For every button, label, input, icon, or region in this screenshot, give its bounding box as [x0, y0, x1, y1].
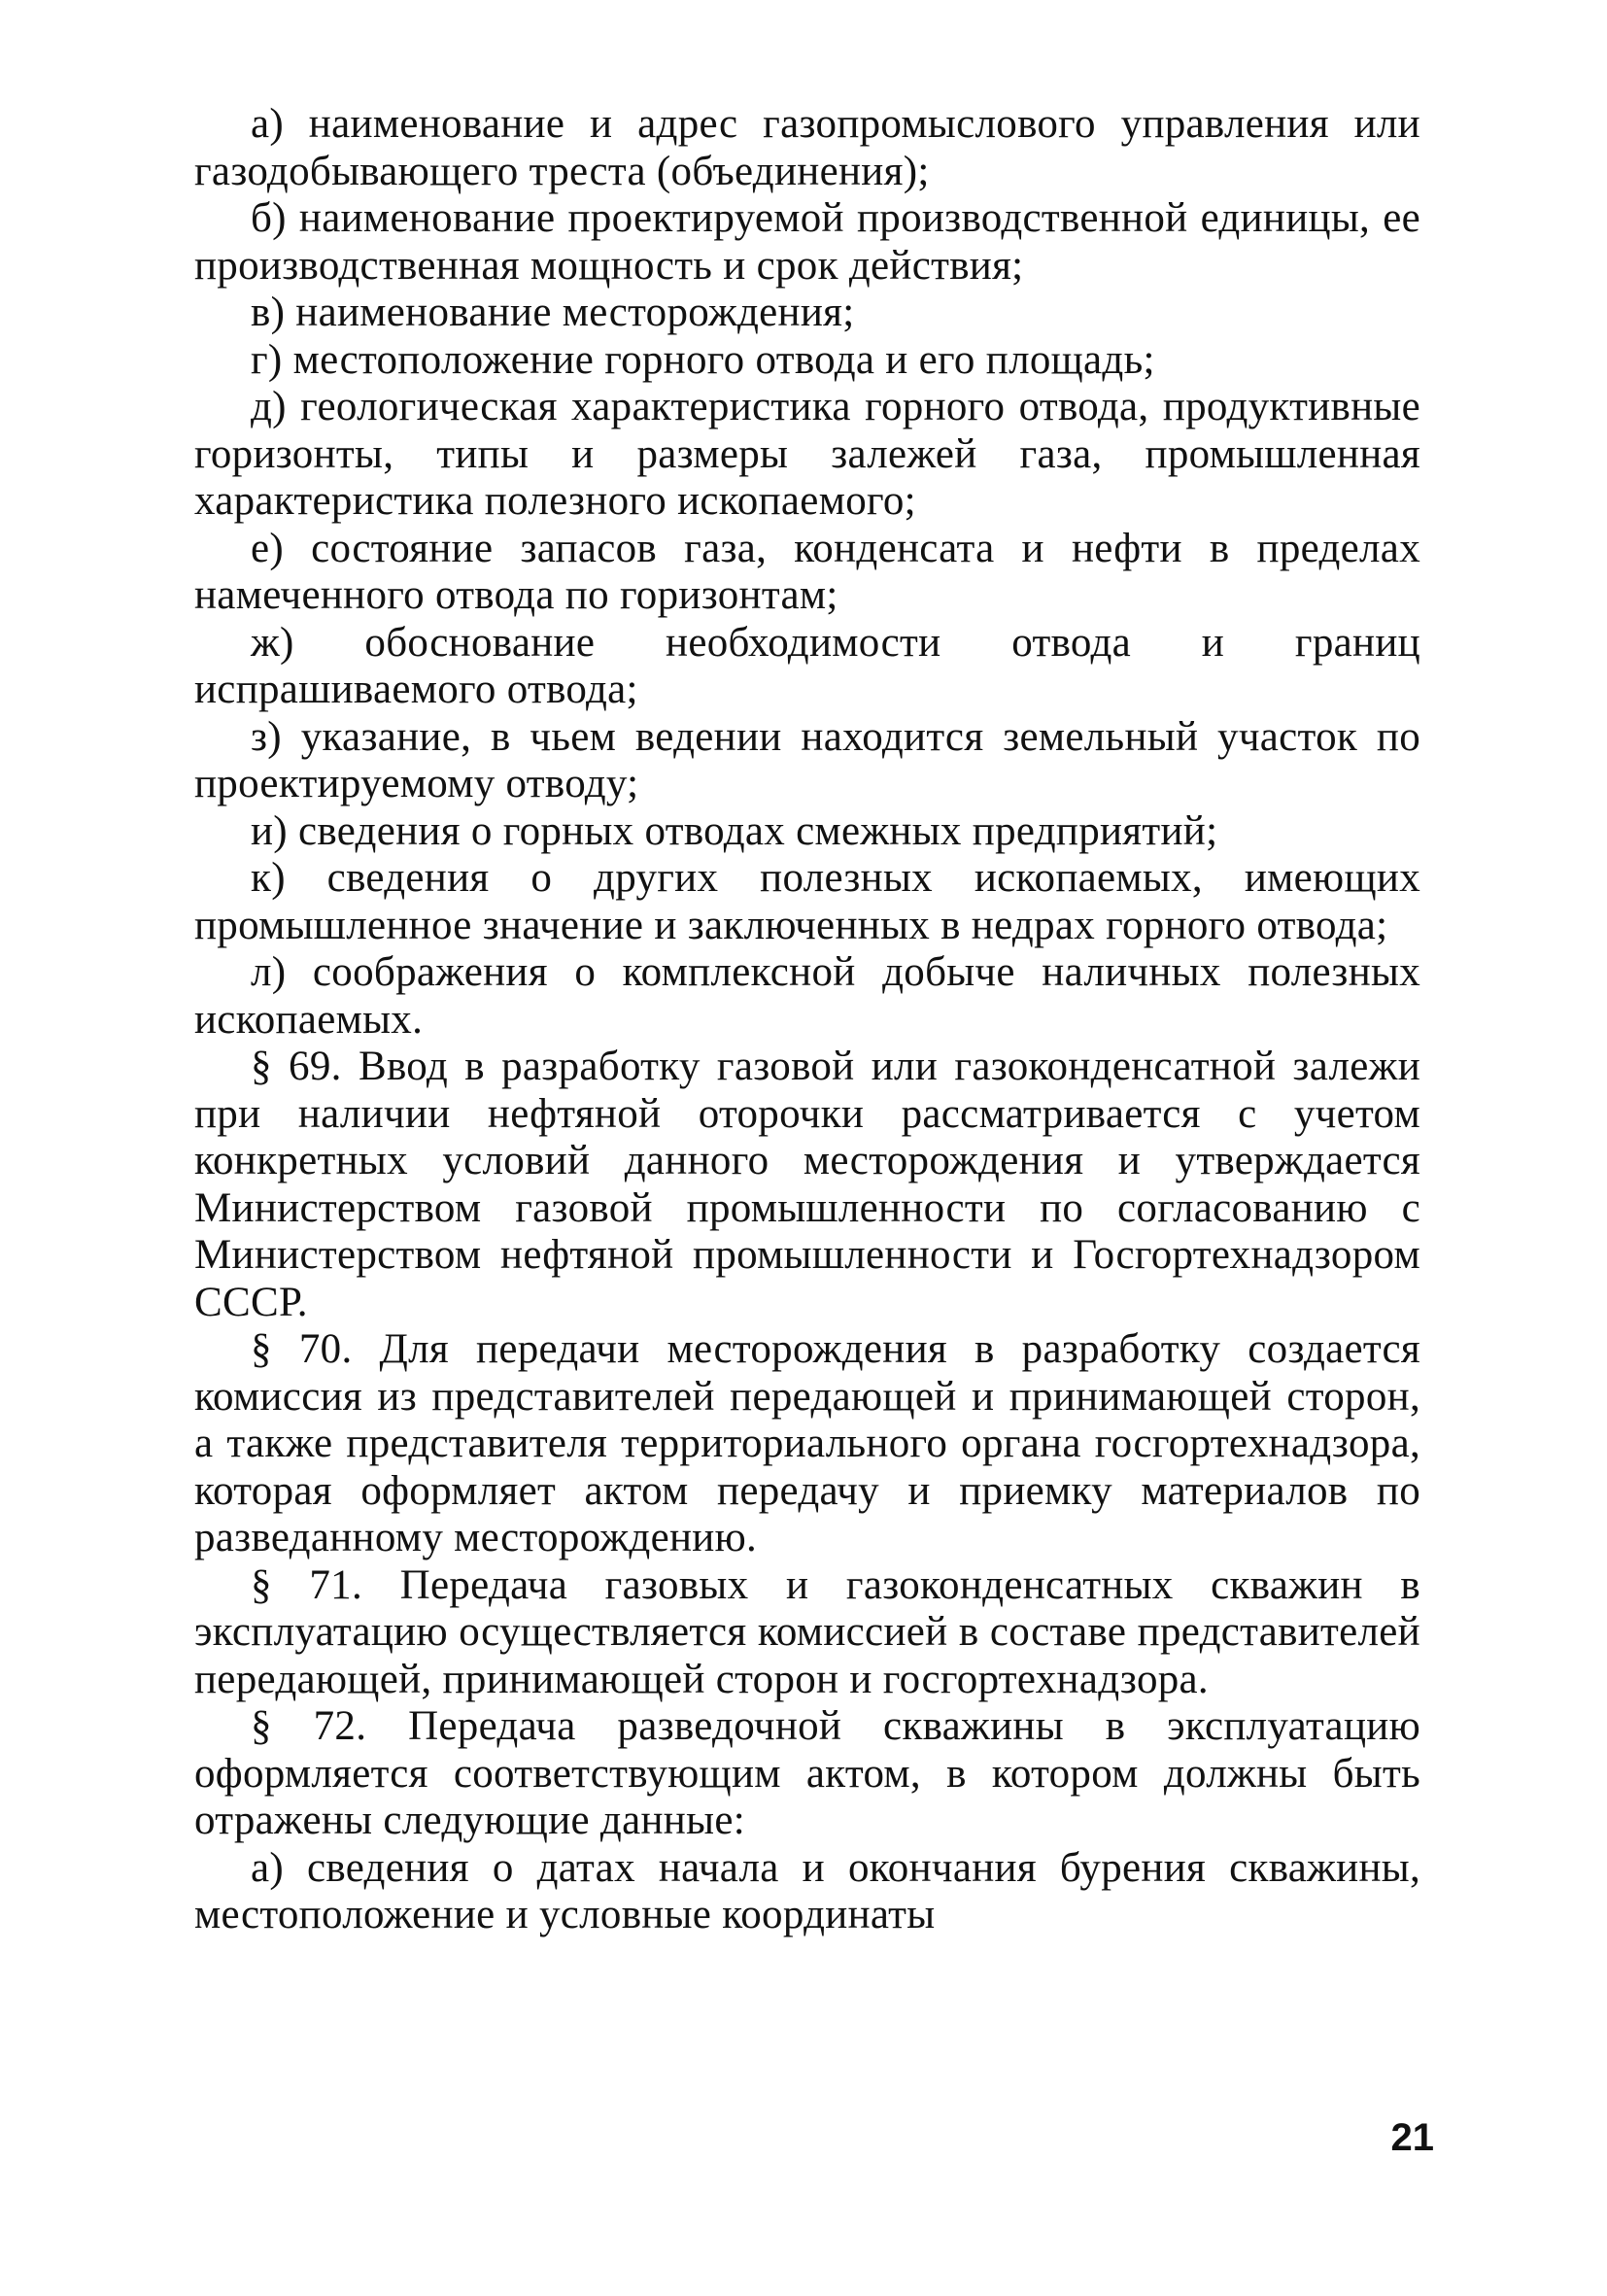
list-item-l-complex-extraction: л) соображения о комплексной добыче наличных полезных ископаемых.: [194, 949, 1420, 1043]
section-69: § 69. Ввод в разработку газовой или газоконденсатной залежи при наличии нефтяной оторочки рассматривается с учетом конкретных условий данного месторождения и утверждается Министерством газовой промышленности по согласованию с Министерством нефтяной промышленности и Госгортехнадзором СССР.: [194, 1044, 1420, 1325]
list-item-zh-allotment-justification: ж) обоснование необходимости отвода и границ испрашиваемого отвода;: [194, 619, 1420, 712]
section-72: § 72. Передача разведочной скважины в эксплуатацию оформляется соответствующим актом, в котором должны быть отражены следующие данные:: [194, 1703, 1420, 1843]
page-body: [194, 101, 1420, 1939]
list-item-e-reserves-status: е) состояние запасов газа, конденсата и нефти в пределах намеченного отвода по горизонтам;: [194, 525, 1420, 618]
list-item-b-production-unit: б) наименование проектируемой производственной единицы, ее производственная мощность и срок действия;: [194, 195, 1420, 289]
list-item-a-drilling-dates: а) сведения о датах начала и окончания бурения скважины, местоположение и условные координаты: [194, 1844, 1420, 1937]
section-71: § 71. Передача газовых и газоконденсатных скважин в эксплуатацию осуществляется комиссией в составе представителей передающей, принимающей сторон и госгортехнадзора.: [194, 1561, 1420, 1702]
list-item-g-allotment-location: г) местоположение горного отвода и его площадь;: [251, 336, 1155, 383]
section-70: § 70. Для передачи месторождения в разработку создается комиссия из представителей передающей и принимающей сторон, а также представителя территориального органа госгортехнадзора, которая оформляет актом передачу и приемку материалов по разведанному месторождению.: [194, 1326, 1420, 1560]
list-item-d-geological-characteristics: д) геологическая характеристика горного отвода, продуктивные горизонты, типы и размеры залежей газа, промышленная характеристика полезного ископаемого;: [194, 384, 1420, 524]
list-item-a-management-name: а) наименование и адрес газопромыслового управления или газодобывающего треста (объединения);: [194, 101, 1420, 194]
list-item-v-field-name: в) наименование месторождения;: [251, 290, 855, 335]
list-item-k-other-minerals: к) сведения о других полезных ископаемых, имеющих промышленное значение и заключенных в недрах горного отвода;: [194, 855, 1420, 948]
list-item-i-adjacent-allotments: и) сведения о горных отводах смежных предприятий;: [251, 807, 1218, 854]
page-number: 21: [1390, 2116, 1434, 2159]
list-item-z-land-ownership: з) указание, в чьем ведении находится земельный участок по проектируемому отводу;: [194, 713, 1420, 806]
